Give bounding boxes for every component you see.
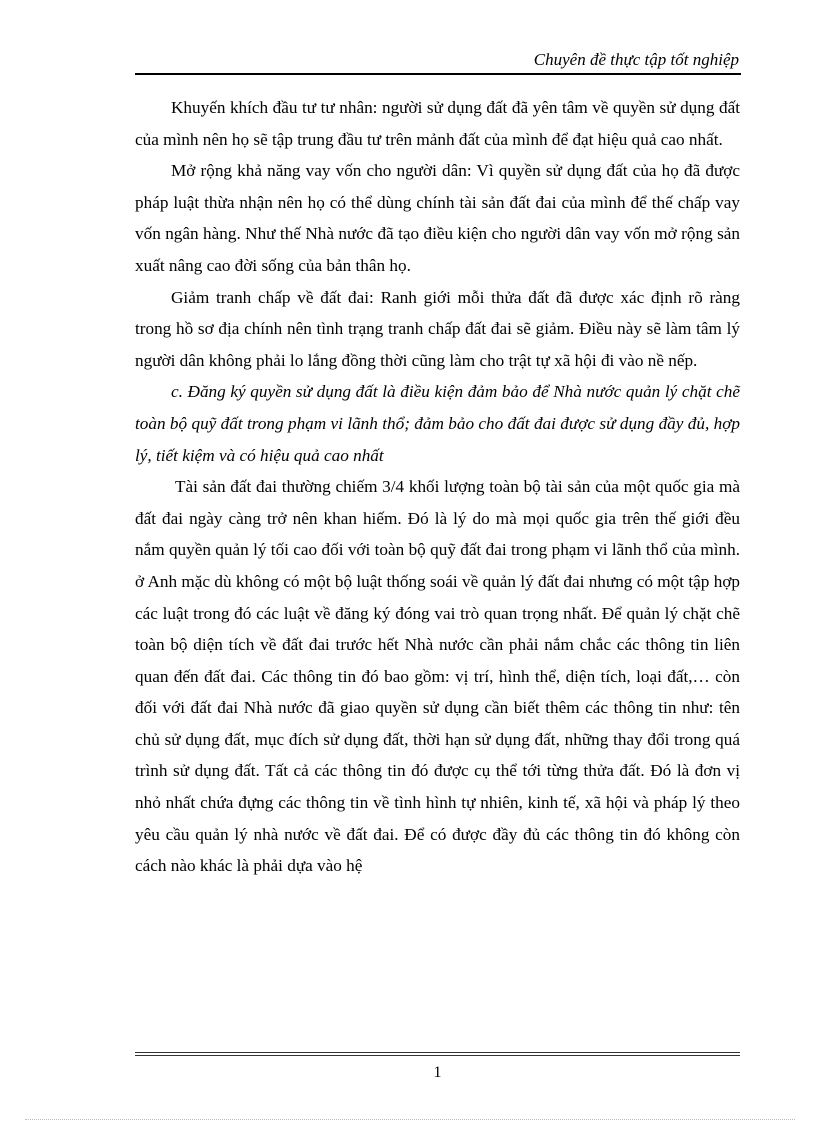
header-title: Chuyên đề thực tập tốt nghiệp (533, 50, 739, 69)
document-body (135, 92, 740, 882)
page-edge-divider (25, 1119, 795, 1120)
section-heading-c: c. Đăng ký quyền sử dụng đất là điều kiện đảm bảo để Nhà nước quản lý chặt chẽ toàn bộ quỹ đất trong phạm vi lãnh thổ; đảm bảo cho đất đai được sử dụng đầy đủ, hợp lý, tiết kiệm và có hiệu quả cao nhất (135, 382, 740, 465)
paragraph-land-disputes: Giảm tranh chấp về đất đai: Ranh giới mỗi thửa đất đã được xác định rõ ràng trong hồ sơ địa chính nên tình trạng tranh chấp đất đai sẽ giảm. Điều này sẽ làm tâm lý người dân không phải lo lắng đồng thời cũng làm cho trật tự xã hội đi vào nề nếp. (135, 287, 740, 370)
page-number: 1 (433, 1064, 442, 1081)
page-header (135, 47, 741, 75)
paragraph-private-investment: Khuyến khích đầu tư tư nhân: người sử dụng đất đã yên tâm về quyền sử dụng đất của mình nên họ sẽ tập trung đầu tư trên mảnh đất của mình để đạt hiệu quả cao nhất. (135, 98, 740, 149)
paragraph-land-assets: Tài sản đất đai thường chiếm 3/4 khối lượng toàn bộ tài sản của một quốc gia mà đất đai ngày càng trở nên khan hiếm. Đó là lý do mà mọi quốc gia trên thế giới đều nắm quyền quản lý tối cao đối với toàn bộ quỹ đất đai trong phạm vi lãnh thổ của mình. ở Anh mặc dù không có một bộ luật thống soái về quản lý đất đai nhưng có một tập hợp các luật trong đó các luật về đăng ký đóng vai trò quan trọng nhất. Để quản lý chặt chẽ toàn bộ diện tích về đất đai trước hết Nhà nước cần phải nắm chắc các thông tin liên quan đến đất đai. Các thông tin đó bao gồm: vị trí, hình thể, diện tích, loại đất,… còn đối với đất đai Nhà nước đã giao quyền sử dụng cần biết thêm các thông tin như: tên chủ sử dụng đất, mục đích sử dụng đất, thời hạn sử dụng đất, những thay đổi trong quá trình sử dụng đất. Tất cả các thông tin đó được cụ thể tới từng thửa đất. Đó là đơn vị nhỏ nhất chứa đựng các thông tin về tình hình tự nhiên, kinh tế, xã hội và pháp lý theo yêu cầu quản lý nhà nước về đất đai. Để có được đầy đủ các thông tin đó không còn cách nào khác là phải dựa vào hệ (135, 477, 740, 876)
paragraph-loan-access: Mở rộng khả năng vay vốn cho người dân: Vì quyền sử dụng đất của họ đã được pháp luật thừa nhận nên họ có thể dùng chính tài sản đất đai của mình để thế chấp vay vốn ngân hàng. Như thế Nhà nước đã tạo điều kiện cho người dân vay vốn mở rộng sản xuất nâng cao đời sống của bản thân họ. (135, 161, 740, 275)
footer-rule-top (135, 1052, 740, 1053)
footer-rule-bottom (135, 1055, 740, 1056)
